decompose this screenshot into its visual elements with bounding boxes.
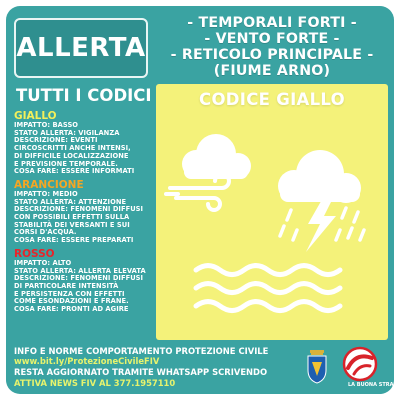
codes-panel	[14, 110, 156, 342]
code-line: COME ESONDAZIONI E FRANE.	[14, 297, 129, 306]
code-name: GIALLO	[14, 110, 57, 122]
code-line: STATO ALLERTA: VIGILANZA	[14, 128, 120, 137]
footer-info: INFO E NORME COMPORTAMENTO PROTEZIONE CIVILE	[14, 346, 269, 356]
hazard-line: - TEMPORALI FORTI -	[187, 15, 357, 31]
code-line: COSA FARE: ESSERE PREPARATI	[14, 236, 134, 245]
code-line: IMPATTO: MEDIO	[14, 189, 78, 198]
cloud-wind-icon	[166, 134, 251, 210]
code-line: E PERSISTENZA CON EFFETTI	[14, 289, 125, 298]
code-line: COSA FARE: ESSERE INFORMATI	[14, 167, 135, 176]
hazard-line: (FIUME ARNO)	[213, 63, 331, 79]
code-line: COSA FARE: PRONTI AD AGIRE	[14, 305, 129, 314]
alert-badge	[14, 18, 148, 78]
la-buona-strada-logo	[342, 346, 378, 382]
current-code-title: CODICE GIALLO	[199, 90, 345, 109]
code-line: IMPATTO: ALTO	[14, 258, 72, 267]
code-orange	[14, 179, 156, 245]
code-line: DESCRIZIONE: FENOMENI DIFFUSI	[14, 205, 144, 214]
code-line: STABILITÀ DEI VERSANTI E SUI	[14, 220, 130, 229]
alert-card	[6, 6, 401, 394]
storm-cloud-lightning-icon	[278, 150, 364, 252]
footer-whatsapp: RESTA AGGIORNATO TRAMITE WHATSAPP SCRIVENDO	[14, 367, 268, 377]
hazard-line: - VENTO FORTE -	[204, 31, 340, 47]
code-line: CON POSSIBILI EFFETTI SULLA	[14, 213, 130, 222]
codes-title: TUTTI I CODICI	[16, 86, 152, 105]
hazard-list	[156, 12, 388, 82]
footer-whatsapp-cta: ATTIVA NEWS FIV AL 377.1957110	[14, 378, 176, 388]
code-line: STATO ALLERTA: ATTENZIONE	[14, 197, 127, 206]
code-line: CORSI D'ACQUA.	[14, 228, 77, 237]
footer	[6, 342, 401, 394]
current-code-panel	[156, 84, 388, 340]
code-line: DESCRIZIONE: FENOMENI DIFFUSI	[14, 274, 144, 283]
code-line: E PREVISIONE TEMPORALE.	[14, 159, 118, 168]
code-line: STATO ALLERTA: ALLERTA ELEVATA	[14, 266, 146, 275]
code-line: IMPATTO: BASSO	[14, 121, 79, 129]
code-line: DI DIFFICILE LOCALIZZAZIONE	[14, 151, 129, 160]
hazard-line: - RETICOLO PRINCIPALE -	[170, 47, 374, 63]
code-red	[14, 248, 156, 314]
alert-title: ALLERTA	[16, 33, 146, 63]
code-line: CIRCOSCRITTI ANCHE INTENSI,	[14, 144, 131, 153]
river-waves-icon	[196, 266, 340, 311]
code-name: ROSSO	[14, 247, 55, 260]
code-yellow	[14, 110, 156, 176]
municipal-crest-icon	[306, 350, 328, 384]
code-line: DESCRIZIONE: EVENTI	[14, 136, 98, 145]
code-line: DI PARTICOLARE INTENSITÀ	[14, 281, 119, 290]
weather-icons	[156, 84, 388, 340]
logo-label: LA BUONA STRADA	[348, 382, 401, 388]
footer-link[interactable]: www.bit.ly/ProtezioneCivileFIV	[14, 356, 160, 366]
code-name: ARANCIONE	[14, 178, 84, 191]
